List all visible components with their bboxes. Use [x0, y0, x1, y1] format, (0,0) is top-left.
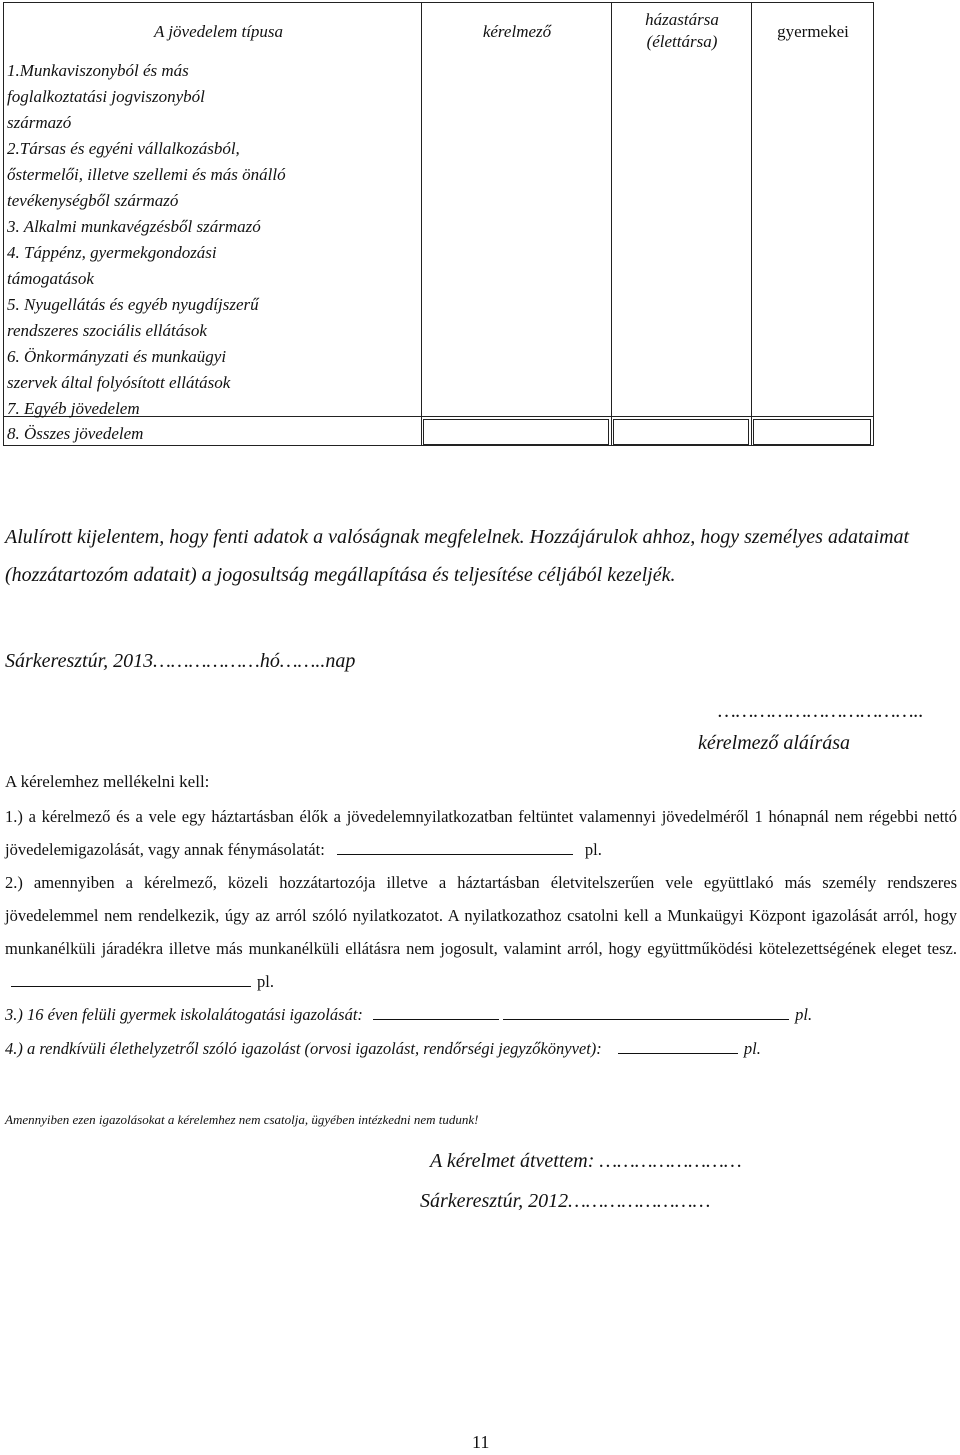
attachment-item-4-text: 4.) a rendkívüli élethelyzetről szóló igazolást (orvosi igazolást, rendőrségi jegyzőkönyvet):	[5, 1039, 602, 1058]
income-row-sick-pay: 4. Táppénz, gyermekgondozási támogatások	[7, 243, 217, 288]
attachment-item-3-suffix: pl.	[795, 1005, 813, 1024]
attachment-item-4	[5, 1032, 957, 1065]
attachment-item-4-blank[interactable]	[618, 1039, 738, 1054]
income-row-pension: 5. Nyugellátás és egyéb nyugdíjszerű rendszeres szociális ellátások	[7, 295, 259, 340]
income-row-total: 8. Összes jövedelem	[7, 424, 144, 443]
header-spouse-line1: házastársa	[645, 10, 719, 29]
column-divider	[611, 3, 612, 445]
income-row-casual-work: 3. Alkalmi munkavégzésből származó	[7, 217, 261, 236]
attachment-item-1	[5, 800, 957, 866]
total-applicant-field[interactable]	[423, 419, 609, 445]
attachment-item-2-blank[interactable]	[11, 972, 251, 987]
attachment-item-3-text: 3.) 16 éven felüli gyermek iskolalátogatási igazolását:	[5, 1005, 363, 1024]
date-line: Sárkeresztúr, 2013………………hó……..nap	[5, 650, 356, 672]
attachment-item-1-blank[interactable]	[337, 840, 573, 855]
total-children-field[interactable]	[753, 419, 871, 445]
declaration-text: Alulírott kijelentem, hogy fenti adatok a valóságnak megfelelnek. Hozzájárulok ahhoz, hogy személyes adataimat (hozzátartozóm adatait) a jogosultság megállapítása és teljesítése céljából kezeljék.	[5, 526, 910, 586]
column-divider	[421, 3, 422, 445]
header-spouse	[612, 9, 752, 53]
total-spouse-field[interactable]	[613, 419, 749, 445]
income-row-enterprise: 2.Társas és egyéni vállalkozásból, őstermelői, illetve szellemi és más önálló tevékenységből származó	[7, 139, 286, 210]
attachment-item-1-suffix: pl.	[584, 840, 602, 859]
received-by-line: A kérelmet átvettem: ……………………	[430, 1150, 742, 1172]
attachment-item-2	[5, 866, 957, 998]
attachment-item-2-suffix: pl.	[257, 972, 274, 991]
signature-line: ……………………………..	[718, 700, 924, 722]
attachment-note: Amennyiben ezen igazolásokat a kérelemhez nem csatolja, ügyében intézkedni nem tudunk!	[5, 1112, 479, 1127]
attachments-title: A kérelemhez mellékelni kell:	[5, 772, 210, 791]
attachment-item-1-text: 1.) a kérelmező és a vele egy háztartásban élők a jövedelemnyilatkozatban feltüntet valamennyi jövedelméről 1 hónapnál nem régebbi nettó jövedelemigazolását, vagy annak fénymásolatát:	[5, 807, 957, 859]
attachment-item-4-suffix: pl.	[743, 1039, 761, 1058]
income-table	[3, 2, 874, 446]
attachment-item-3-blank-a[interactable]	[373, 1005, 499, 1020]
page-number: 11	[472, 1432, 490, 1452]
income-row-employment: 1.Munkaviszonyból és más foglalkoztatási jogviszonyból származó	[7, 61, 205, 132]
header-children: gyermekei	[777, 22, 849, 41]
attachment-item-2-text: 2.) amennyiben a kérelmező, közeli hozzátartozója illetve a háztartásban életvitelszerűen vele együttlakó más személy rendszeres jövedelemmel nem rendelkezik, úgy az arról szóló nyilatkozatot. A nyilatkozathoz csatolni kell a Munkaügyi Központ igazolását arról, hogy munkanélküli járadékra illetve más munkanélküli ellátásra nem jogosult, valamint arról, hogy együttműködési kötelezettségének eleget tesz.	[5, 873, 957, 958]
attachment-item-3-blank-b[interactable]	[503, 1005, 789, 1020]
place-date-line: Sárkeresztúr, 2012……………………	[420, 1190, 711, 1212]
signature-label: kérelmező aláírása	[698, 732, 851, 754]
attachment-item-3	[5, 998, 957, 1031]
header-applicant: kérelmező	[482, 22, 552, 41]
header-spouse-line2: (élettársa)	[646, 32, 718, 51]
income-row-other: 7. Egyéb jövedelem	[7, 399, 140, 418]
header-income-type: A jövedelem típusa	[154, 22, 284, 41]
column-divider	[751, 3, 752, 445]
income-row-municipal-benefits: 6. Önkormányzati és munkaügyi szervek által folyósított ellátások	[7, 347, 231, 392]
